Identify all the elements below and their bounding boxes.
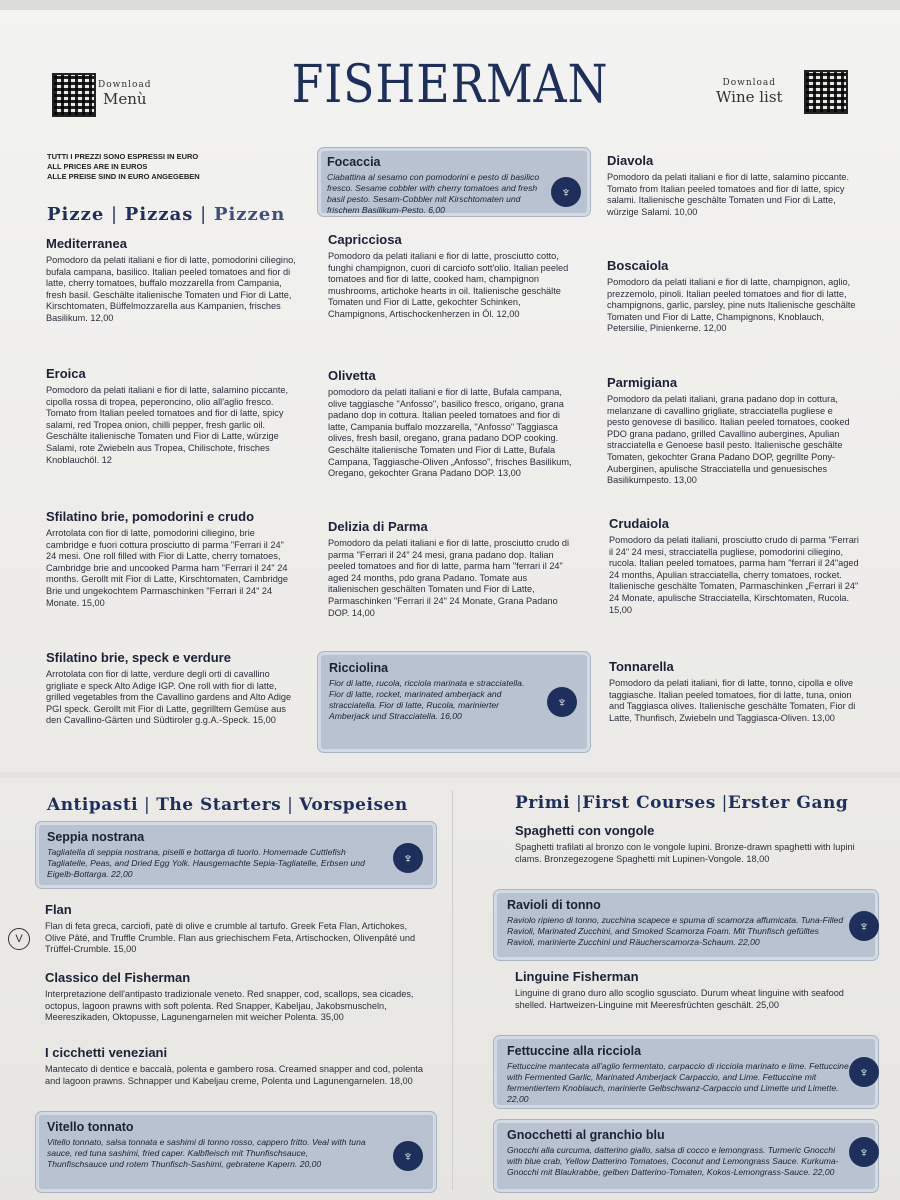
featured-item-box (494, 890, 878, 960)
featured-item-box (494, 1120, 878, 1192)
item-name: Diavola (607, 153, 654, 168)
item-desc: Pomodoro da pelati italiani e fior di latte, prosciutto crudo di parma "Ferrari il 24" 24 mesi, grana padano dop. Italian peeled tomatoes and fior di latte, parma ham "ferrari il 24" aged 24 months, pdo grana Padano. Tomate aus italienischen geschälten Tomaten und Fior di Latte, Parmaschinken "Ferrari il 24" 24 Monate, Grana Padano DOP. 14,00 (328, 538, 570, 618)
item-desc: Pomodoro da pelati italiani e fior di latte, salamino piccante, cipolla rossa di tropea, peperoncino, olio all'aglio fresco. Tomato from Italian peeled tomatoes and fior di latte, spicy salami, red Tropea onion, chilli pepper, fresh garlic oil. Geschälte italienische Tomaten und Fior di Latte, würzige Salami, rote Zwiebeln aus Tropea, Chilischote, frisches Knoblauchöl. 12 (46, 385, 289, 465)
item-name: Vitello tonnato (47, 1120, 134, 1134)
item-name: Parmigiana (607, 375, 678, 390)
download-label: Download (722, 78, 777, 88)
section-title-de: Vorspeisen (299, 795, 408, 815)
featured-item-box (36, 1112, 436, 1192)
menu-item (45, 970, 435, 1024)
item-desc: Pomodoro da pelati italiani e fior di latte, prosciutto cotto, funghi champignon, cuori di carciofo sott'olio. Italian peeled tomatoes and fior di latte, cooked ham, champignon mushrooms, artichoke hearts in oil. Italienische geschälte Tomaten und Fior di Latte, gekochter Schinken, Champignons, Artischockenherzen in Öl. 12,00 (328, 251, 569, 319)
wine-glasses-icon: ♆ (547, 687, 577, 717)
column-divider (452, 790, 453, 1190)
menu-item (328, 368, 580, 480)
download-label: Download (98, 80, 152, 90)
section-title-de: Erster Gang (727, 793, 849, 813)
section-divider (0, 772, 900, 778)
menu-item (515, 823, 855, 865)
item-desc: Pomodoro da pelati italiani e fior di latte, pomodorini ciliegino, bufala campana, basilico. Italian peeled tomatoes and fior di latte, cherry tomatoes, buffalo mozzarella from Campania, fresh basil. Geschälte italienische Tomaten und Fior di Latte, Kirschtomaten, Büffelmozzarella aus Kampanien, frisches Basilikum. 12,00 (46, 255, 296, 323)
item-desc: Gnocchi alla curcuma, datterino giallo, salsa di cocco e lemongrass. Turmeric Gnocchi with blue crab, Yellow Datterino Tomatoes, Coconut and Lemongrass Sauce. Kurkuma-Gnocchi mit Blaukrabbe, gelben Datterino-Tomaten, Kokos-Lemongrass-Sauce. 22,00 (507, 1145, 839, 1177)
menu-item (607, 375, 857, 487)
item-name: Spaghetti con vongole (515, 823, 655, 838)
section-title-en: The Starters (156, 795, 282, 815)
item-desc: pomodoro da pelati italiani e fior di latte, Bufala campana, olive taggiasche "Anfosso", basilico fresco, origano, grana padano dop in cottura. Italian peeled tomatoes and fior di latte, Campania buffalo mozzarella, "Anfosso" Taggiasca olives, fresh basil, oregano, grana padano DOP cooking. Geschälte italienische Tomaten und Fior di Latte, Bufala Campana, Taggiasche-Oliven „Anfosso", frisches Basilikum, Oregano, gekochter Grana Padano DOP. 13,00 (328, 387, 572, 479)
featured-item-box (318, 148, 590, 216)
item-name: Sfilatino brie, speck e verdure (46, 650, 231, 665)
item-desc: Pomodoro da pelati italiani e fior di latte, salamino piccante. Tomato from Italian peeled tomatoes and fior di latte, spicy salami. Italienische geschälte Tomaten und Fior di Latte, würzige Salami. 10,00 (607, 172, 850, 217)
menu-item (515, 969, 855, 1011)
featured-item-box (494, 1036, 878, 1108)
featured-item-box (318, 652, 590, 752)
item-desc: Pomodoro da pelati italiani e fior di latte, champignon, aglio, prezzemolo, pinoli. Italian peeled tomatoes and fior di latte, champignons, garlic, parsley, pine nuts Italienische geschälte Tomaten und Fior di Latte, Champignons, Knoblauch, Petersilie, Pinienkerne. 12,00 (607, 277, 856, 334)
item-name: I cicchetti veneziani (45, 1045, 168, 1060)
item-desc: Fior di latte, rucola, ricciola marinata e stracciatella. Fior di latte, rocket, marinated amberjack and stracciatella. Fior di latte, Rucola, marinierter Amberjack und Stracciatella. 16,00 (329, 678, 525, 721)
item-desc: Linguine di grano duro allo scoglio sgusciato. Durum wheat linguine with seafood shelled. Hartweizen-Linguine mit Meeresfrüchten geschält. 25,00 (515, 988, 844, 1010)
item-desc: Interpretazione dell'antipasto tradizionale veneto. Red snapper, cod, scallops, sea cicades, octopus, lagoon prawns with soft polenta. Red Snapper, Kabeljau, Jakobsmuscheln, Meereszikaden, Oktopusse, Lagunengarnelen mit weicher Polenta. 35,00 (45, 989, 414, 1023)
wine-glasses-icon: ♆ (393, 843, 423, 873)
menu-item (46, 236, 296, 325)
item-name: Gnocchetti al granchio blu (507, 1128, 665, 1142)
item-desc: Arrotolata con fior di latte, verdure degli orti di cavallino grigliate e speck Alto Adige IGP. One roll with fior di latte, grilled vegetables from the Cavallino gardens and Alto Adige PGI speck. Gerollt mit Fior di Latte, gegrilltem Gemüse aus den Cavallino-Gärten und Südtiroler g.g.A.-Speck. 15,00 (46, 669, 292, 726)
restaurant-title: FISHERMAN (291, 55, 609, 115)
price-note-line: TUTTI I PREZZI SONO ESPRESSI IN EURO (47, 152, 199, 161)
menu-item (607, 153, 857, 218)
section-title-en: Pizzas (124, 204, 194, 225)
item-desc: Vitello tonnato, salsa tonnata e sashimi di tonno rosso, cappero fritto. Veal with tuna sauce, red tuna sashimi, fried caper. Kalbfleisch mit Thunfischsauce, Thunfischsauce und rotem Thunfisch-Sashimi, gebratene Kapern. 20,00 (47, 1137, 366, 1169)
item-desc: Pomodoro da pelati italiani, prosciutto crudo di parma "Ferrari il 24" 24 mesi, stracciatella pugliese, pomodorini ciliegino, rucola. Italian peeled tomatoes, parma ham "ferrari il 24"aged 24 months, Apulian stracciatella, cherry tomatoes, rocket. Italienische geschälte Tomaten, Parmaschinken „Ferrari il 24" 24 Monate, apulische Stracciatella, Kirschtomaten, Rucola. 15,00 (609, 535, 859, 615)
item-name: Olivetta (328, 368, 376, 383)
featured-item-box (36, 822, 436, 888)
item-name: Flan (45, 902, 72, 917)
item-name: Capricciosa (328, 232, 402, 247)
item-name: Delizia di Parma (328, 519, 428, 534)
section-title-it: Pizze (47, 204, 105, 225)
price-note-line: ALL PRICES ARE IN EUROS (47, 162, 148, 171)
qr-code-icon[interactable] (804, 70, 848, 114)
item-desc: Tagliatella di seppia nostrana, piselli e bottarga di tuorlo. Homemade Cuttlefish Tagliatelle, Peas, and Dried Egg Yolk. Hausgemachte Sepia-Tagliatelle, Erbsen und Eigelb-Bottarga. 22,00 (47, 847, 365, 879)
item-desc: Arrotolata con fior di latte, pomodorini ciliegino, brie cambridge e fuori cottura prosciutto di parma "Ferrari il 24" 24 mesi. One roll filled with Fior di Latte, cherry tomatoes, Cambridge brie and uncooked Parma ham "Ferrari il 24" 24 months. Gerollt mit Fior di Latte, Kirschtomaten, Cambridge Brie und ungekochtem Parmaschinken "Ferrari il 24" 24 Monate. 15,00 (46, 528, 289, 608)
item-desc: Ciabattina al sesamo con pomodorini e pesto di basilico fresco. Sesame cobbler with cherry tomatoes and fresh basil pesto. Sesam-Cobbler mit Kirschtomaten und frischem Basilikum-Pesto. 6,00 (327, 172, 540, 215)
menu-item (609, 516, 859, 616)
vegetarian-icon: V (8, 928, 30, 950)
price-note (47, 152, 200, 182)
section-title-antipasti: Antipasti | The Starters | Vorspeisen (47, 795, 408, 815)
section-title-pizze: Pizze | Pizzas | Pizzen (47, 204, 286, 225)
item-name: Mediterranea (46, 236, 127, 251)
item-name: Sfilatino brie, pomodorini e crudo (46, 509, 255, 524)
menu-label: Menù (103, 90, 147, 108)
item-name: Ravioli di tonno (507, 898, 601, 912)
item-name: Seppia nostrana (47, 830, 145, 844)
item-desc: Flan di feta greca, carciofi, patè di olive e crumble al tartufo. Greek Feta Flan, Artichokes, Olive Pâté, and Truffle Crumble. Flan aus griechischem Feta, Artischocken, Olivenpâté und Trüffel-Crumble. 15,00 (45, 921, 416, 955)
section-title-it: Primi (515, 793, 571, 813)
item-name: Boscaiola (607, 258, 669, 273)
item-desc: Mantecato di dentice e baccalà, polenta e gambero rosa. Creamed snapper and cod, polenta and lagoon prawns. Schnapper und Kabeljau creme, Polenta und Lagunengarnelen. 18,00 (45, 1064, 423, 1086)
item-desc: Pomodoro da pelati italiani, fior di latte, tonno, cipolla e olive taggiasche. Italian peeled tomatoes, fior di latte, tuna, onion and Taggiasca olives. Italienische geschälte Tomaten, Fior di Latte, Thunfisch, Zwiebeln und Taggiasca-Oliven. 13,00 (609, 678, 856, 723)
price-note-line: ALLE PREISE SIND IN EURO ANGEGEBEN (47, 172, 200, 181)
item-desc: Pomodoro da pelati italiani, grana padano dop in cottura, melanzane di cavallino grigliate, stracciatella pugliese e pesto genovese di basilico. Italian peeled tomatoes, cooked PDO grana padano, grilled Cavallino aubergines, Apulian stracciatella e Genoese basil pesto. Italienische geschälte Tomaten, gekochter Grana Padano DOP, gegrillte Pony-Auberginen, apulische Stracciatella und genuesisches Basilikumpesto. 13,00 (607, 394, 850, 486)
item-name: Classico del Fisherman (45, 970, 191, 985)
menu-item (46, 509, 296, 609)
section-title-primi: Primi |First Courses |Erster Gang (515, 793, 849, 813)
section-title-en: First Courses (582, 793, 716, 813)
wine-glasses-icon: ♆ (849, 1137, 879, 1167)
menu-item (45, 902, 425, 956)
wine-glasses-icon: ♆ (849, 911, 879, 941)
wine-list-label: Wine list (716, 88, 783, 106)
download-wine-list-link[interactable] (716, 78, 783, 106)
item-desc: Fettuccine mantecata all'aglio fermentato, carpaccio di ricciola marinato e lime. Fettuccine with Fermented Garlic, Marinated Amberjack Carpaccio, and Lime. Fettuccine mit fermentiertem Knoblauch, marinierte Gelbschwanz-Carpaccio und Limette und Limette. 22,00 (507, 1061, 849, 1104)
wine-glasses-icon: ♆ (849, 1057, 879, 1087)
top-edge (0, 0, 900, 10)
menu-item (328, 519, 580, 619)
menu-item (609, 659, 859, 724)
section-title-it: Antipasti (47, 795, 139, 815)
item-name: Linguine Fisherman (515, 969, 639, 984)
item-name: Focaccia (327, 155, 381, 169)
item-name: Tonnarella (609, 659, 674, 674)
item-desc: Raviolo ripieno di tonno, zucchina scapece e spuma di scamorza affumicata. Tuna-Filled Ravioli, Marinated Zucchini, and Smoked Scamorza Foam. Mit Thunfisch gefülltes Ravioli, marinierte Zucchini und Räucherscamorza-Schaum. 22,00 (507, 915, 844, 947)
item-desc: Spaghetti trafilati al bronzo con le vongole lupini. Bronze-drawn spaghetti with lupini clams. Bronzegezogene Spaghetti mit Lupinen-Vongole. 18,00 (515, 842, 855, 864)
wine-glasses-icon: ♆ (393, 1141, 423, 1171)
menu-item (45, 1045, 425, 1087)
menu-item (328, 232, 580, 321)
item-name: Crudaiola (609, 516, 669, 531)
menu-item (46, 650, 296, 727)
item-name: Fettuccine alla ricciola (507, 1044, 642, 1058)
item-name: Eroica (46, 366, 86, 381)
wine-glasses-icon: ♆ (551, 177, 581, 207)
menu-item (46, 366, 296, 466)
item-name: Ricciolina (329, 661, 389, 675)
menu-item (607, 258, 857, 335)
section-title-de: Pizzen (213, 204, 286, 225)
